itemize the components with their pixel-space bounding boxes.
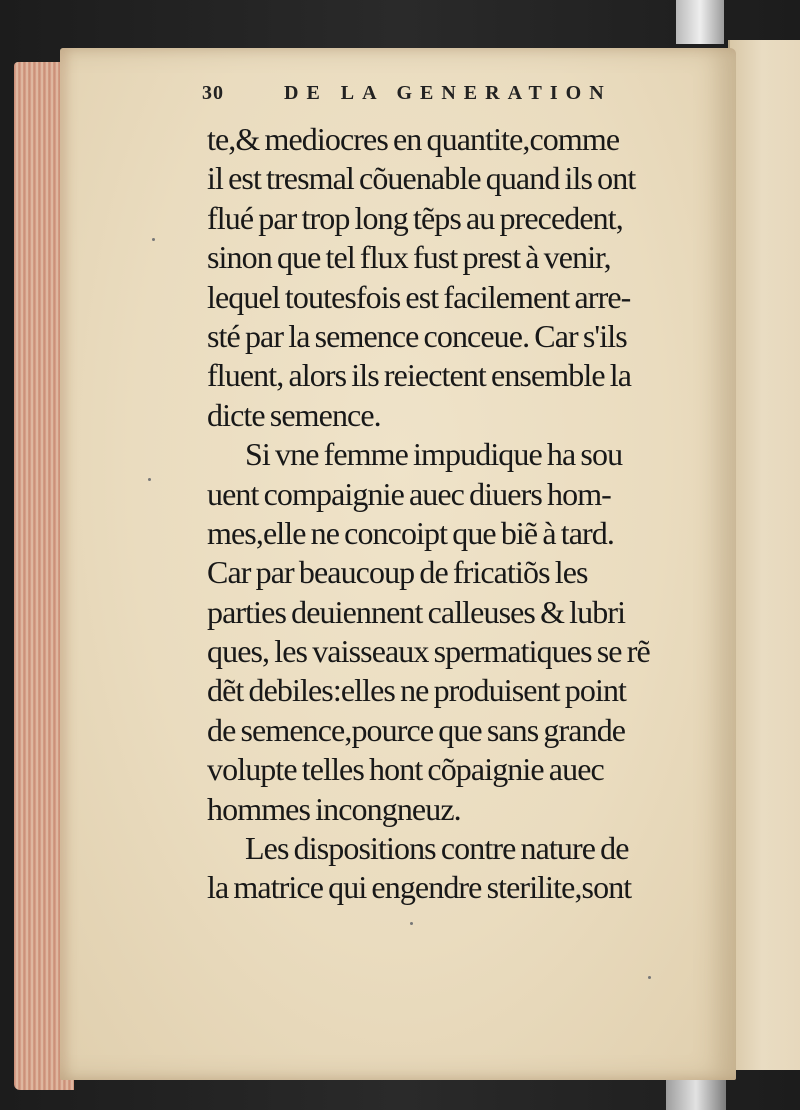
text-line: dicte semence. bbox=[207, 396, 381, 433]
text-line: flué par trop long tẽps au precedent, bbox=[207, 199, 623, 236]
text-line: parties deuiennent calleuses & lubri bbox=[207, 593, 626, 630]
text-line: volupte telles hont cõpaignie auec bbox=[207, 751, 604, 788]
text-line: fluent, alors ils reiectent ensemble la bbox=[207, 357, 632, 394]
paragraph-start-line: Si vne femme impudique ha sou bbox=[245, 436, 623, 473]
page-number: 30 bbox=[202, 82, 224, 104]
paragraph-start-line: Les dispositions contre nature de bbox=[245, 830, 629, 867]
text-line: Car par beaucoup de fricatiõs les bbox=[207, 554, 588, 591]
paper-speck bbox=[410, 922, 413, 925]
text-line: mes,elle ne concoipt que biẽ à tard. bbox=[207, 514, 614, 551]
running-title: DE LA GENERATION bbox=[284, 82, 612, 104]
paper-speck bbox=[152, 238, 155, 241]
text-line: la matrice qui engendre sterilite,sont bbox=[207, 869, 632, 906]
text-line: uent compaignie auec diuers hom- bbox=[207, 475, 611, 512]
page-header bbox=[202, 72, 652, 112]
body-text bbox=[207, 120, 677, 908]
paper-speck bbox=[148, 478, 151, 481]
text-line: sté par la semence conceue. Car s'ils bbox=[207, 317, 627, 354]
text-line: sinon que tel flux fust prest à venir, bbox=[207, 239, 611, 276]
text-line: lequel toutesfois est facilement arre- bbox=[207, 278, 631, 315]
book-page bbox=[60, 48, 736, 1080]
metal-clip-top bbox=[676, 0, 724, 44]
text-line: il est tresmal cõuenable quand ils ont bbox=[207, 160, 636, 197]
text-line: dẽt debiles:elles ne produisent point bbox=[207, 672, 627, 709]
paper-speck bbox=[648, 976, 651, 979]
text-line: hommes incongneuz. bbox=[207, 790, 461, 827]
text-line: te,& mediocres en quantite,comme bbox=[207, 121, 620, 157]
text-line: ques, les vaisseaux spermatiques se rẽ bbox=[207, 633, 650, 670]
facing-page-edge bbox=[728, 40, 800, 1070]
text-line: de semence,pource que sans grande bbox=[207, 711, 626, 748]
